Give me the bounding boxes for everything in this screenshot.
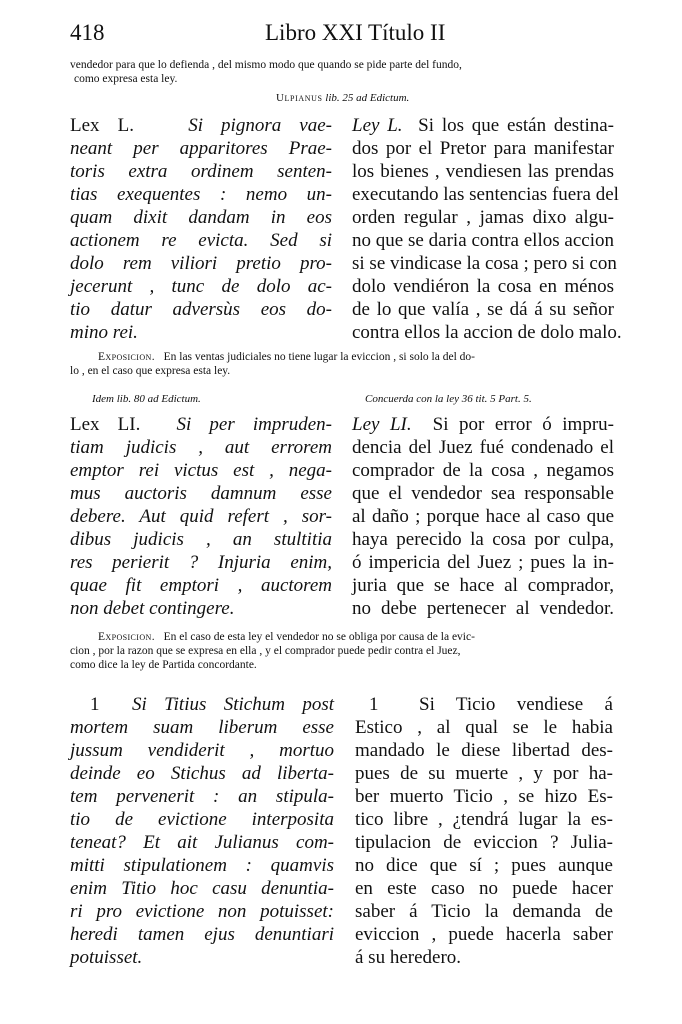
- latin-line: neant per apparitores Prae-: [70, 138, 332, 159]
- spanish-line: juria que se hace al comprador,: [352, 575, 614, 596]
- spanish-line: si se vindicase la cosa ; pero si con: [352, 253, 617, 274]
- section-1-latin: [70, 693, 334, 969]
- latin-line: teneat? Et ait Julianus com-: [70, 832, 334, 853]
- spanish-line: ó impericia del Juez ; pues la in-: [352, 552, 614, 573]
- source-ref: Idem lib. 80 ad Edictum.: [92, 393, 201, 405]
- latin-line: tio datur adversùs eos do-: [70, 299, 332, 320]
- intro-note: [70, 58, 615, 86]
- latin-line: jussum vendiderit , mortuo: [70, 740, 334, 761]
- spanish-line: executando las sentencias fuera del: [352, 184, 619, 205]
- spanish-line: que el vendedor sea responsable: [352, 483, 614, 504]
- section-number: 1: [369, 694, 379, 715]
- intro-line: como expresa esta ley.: [74, 73, 178, 85]
- section-number: 1: [90, 694, 100, 715]
- spanish-line: Si Ticio vendiese á: [419, 694, 613, 715]
- exposicion-text: En las ventas judiciales no tiene lugar la eviccion , si solo la del do-: [163, 351, 475, 363]
- latin-line: tiam judicis , aut errorem: [70, 437, 332, 458]
- page-header: [70, 20, 622, 50]
- spanish-line: no dice que sí ; pues aunque: [355, 855, 613, 876]
- source-ref: lib. 25 ad Edictum.: [325, 92, 410, 104]
- ley-l-heading: Ley L.: [352, 115, 403, 136]
- spanish-line: no debe pertenecer al vendedor.: [352, 598, 614, 619]
- ley-li-spanish: [352, 413, 614, 620]
- spanish-line: Si por error ó impru-: [432, 414, 614, 435]
- exposicion-2: [70, 630, 615, 672]
- exposicion-text: lo , en el caso que expresa esta ley.: [70, 365, 231, 377]
- spanish-line: pues de su muerte , y por ha-: [355, 763, 613, 784]
- spanish-line: orden regular , jamas dixo algu-: [352, 207, 614, 228]
- source-author: Ulpianus: [276, 92, 323, 104]
- spanish-line: ber muerto Ticio , se hizo Es-: [355, 786, 613, 807]
- latin-line: mus auctoris damnum esse: [70, 483, 332, 504]
- spanish-line: saber á Ticio la demanda de: [355, 901, 613, 922]
- source-concordance: Concuerda con la ley 36 tit. 5 Part. 5.: [365, 393, 532, 405]
- latin-line: mitti stipulationem : quamvis: [70, 855, 334, 876]
- latin-line: mortem suam liberum esse: [70, 717, 334, 738]
- ley-l-spanish: [352, 114, 622, 344]
- latin-line: toris extra ordinem senten-: [70, 161, 332, 182]
- lex-l-latin: [70, 114, 332, 344]
- spanish-line: Si los que están destina-: [418, 115, 615, 136]
- exposicion-label: Exposicion.: [98, 631, 155, 643]
- source-idem: [92, 393, 201, 405]
- spanish-line: en este caso no puede hacer: [355, 878, 613, 899]
- latin-line: dibus judicis , an stultitia: [70, 529, 332, 550]
- spanish-line: de lo que valía , se dá á su señor: [352, 299, 614, 320]
- latin-line: non debet contingere.: [70, 598, 235, 619]
- spanish-line: mandado le diese libertad des-: [355, 740, 613, 761]
- latin-line: Si Titius Stichum post: [132, 694, 334, 715]
- latin-line: dolo rem viliori pretio pro-: [70, 253, 332, 274]
- spanish-line: los bienes , vendiesen las prendas: [352, 161, 614, 182]
- lex-li-heading: Lex LI.: [70, 414, 141, 435]
- latin-line: heredi tamen ejus denuntiari: [70, 924, 334, 945]
- lex-l-heading: Lex L.: [70, 115, 134, 136]
- exposicion-1: [70, 350, 615, 378]
- latin-line: tio de evictione interposita: [70, 809, 334, 830]
- section-1-spanish: [355, 693, 613, 969]
- spanish-line: no que se daria contra ellos accion: [352, 230, 614, 251]
- source-ulpianus: [276, 92, 409, 104]
- spanish-line: dencia del Juez fué condenado el: [352, 437, 614, 458]
- latin-line: quae fit emptori , auctorem: [70, 575, 332, 596]
- exposicion-text: como dice la ley de Partida concordante.: [70, 659, 257, 671]
- spanish-line: Estico , al qual se le habia: [355, 717, 613, 738]
- intro-line: vendedor para que lo defienda , del mismo modo que quando se pide parte del fundo,: [70, 59, 462, 71]
- spanish-line: haya perecido la cosa por culpa,: [352, 529, 614, 550]
- latin-line: tem pervenerit : an stipula-: [70, 786, 334, 807]
- running-head: Libro XXI Título II: [265, 20, 446, 45]
- spanish-line: comprador de la cosa , negamos: [352, 460, 614, 481]
- latin-line: jecerunt , tunc de dolo ac-: [70, 276, 332, 297]
- latin-line: res perierit ? Injuria enim,: [70, 552, 332, 573]
- spanish-line: dos por el Pretor para manifestar: [352, 138, 614, 159]
- exposicion-text: En el caso de esta ley el vendedor no se obliga por causa de la evic-: [163, 631, 475, 643]
- exposicion-label: Exposicion.: [98, 351, 155, 363]
- ley-li-heading: Ley LI.: [352, 414, 412, 435]
- latin-line: potuisset.: [70, 947, 143, 968]
- spanish-line: á su heredero.: [355, 947, 462, 968]
- spanish-line: eviccion , puede hacerla saber: [355, 924, 613, 945]
- latin-line: enim Titio hoc casu denuntia-: [70, 878, 334, 899]
- lex-li-latin: [70, 413, 332, 620]
- spanish-line: contra ellos la accion de dolo malo.: [352, 322, 622, 343]
- latin-line: Si per impruden-: [176, 414, 332, 435]
- latin-line: Si pignora vae-: [188, 115, 332, 136]
- page-number: 418: [70, 20, 105, 45]
- latin-line: emptor rei victus est , nega-: [70, 460, 332, 481]
- latin-line: deinde eo Stichus ad liberta-: [70, 763, 334, 784]
- spanish-line: tipulacion de eviccion ? Julia-: [355, 832, 613, 853]
- spanish-line: tico libre , ¿tendrá lugar la es-: [355, 809, 613, 830]
- latin-line: mino rei.: [70, 322, 138, 343]
- latin-line: ri pro evictione non potuisset:: [70, 901, 334, 922]
- latin-line: actionem re evicta. Sed si: [70, 230, 332, 251]
- latin-line: tias exequentes : nemo un-: [70, 184, 332, 205]
- spanish-line: al daño ; porque hace al caso que: [352, 506, 614, 527]
- exposicion-text: cion , por la razon que se expresa en ella , y el comprador puede pedir contra el Juez,: [70, 645, 461, 657]
- latin-line: quam dixit dandam in eos: [70, 207, 332, 228]
- latin-line: debere. Aut quid refert , sor-: [70, 506, 332, 527]
- spanish-line: dolo vendiéron la cosa en ménos: [352, 276, 614, 297]
